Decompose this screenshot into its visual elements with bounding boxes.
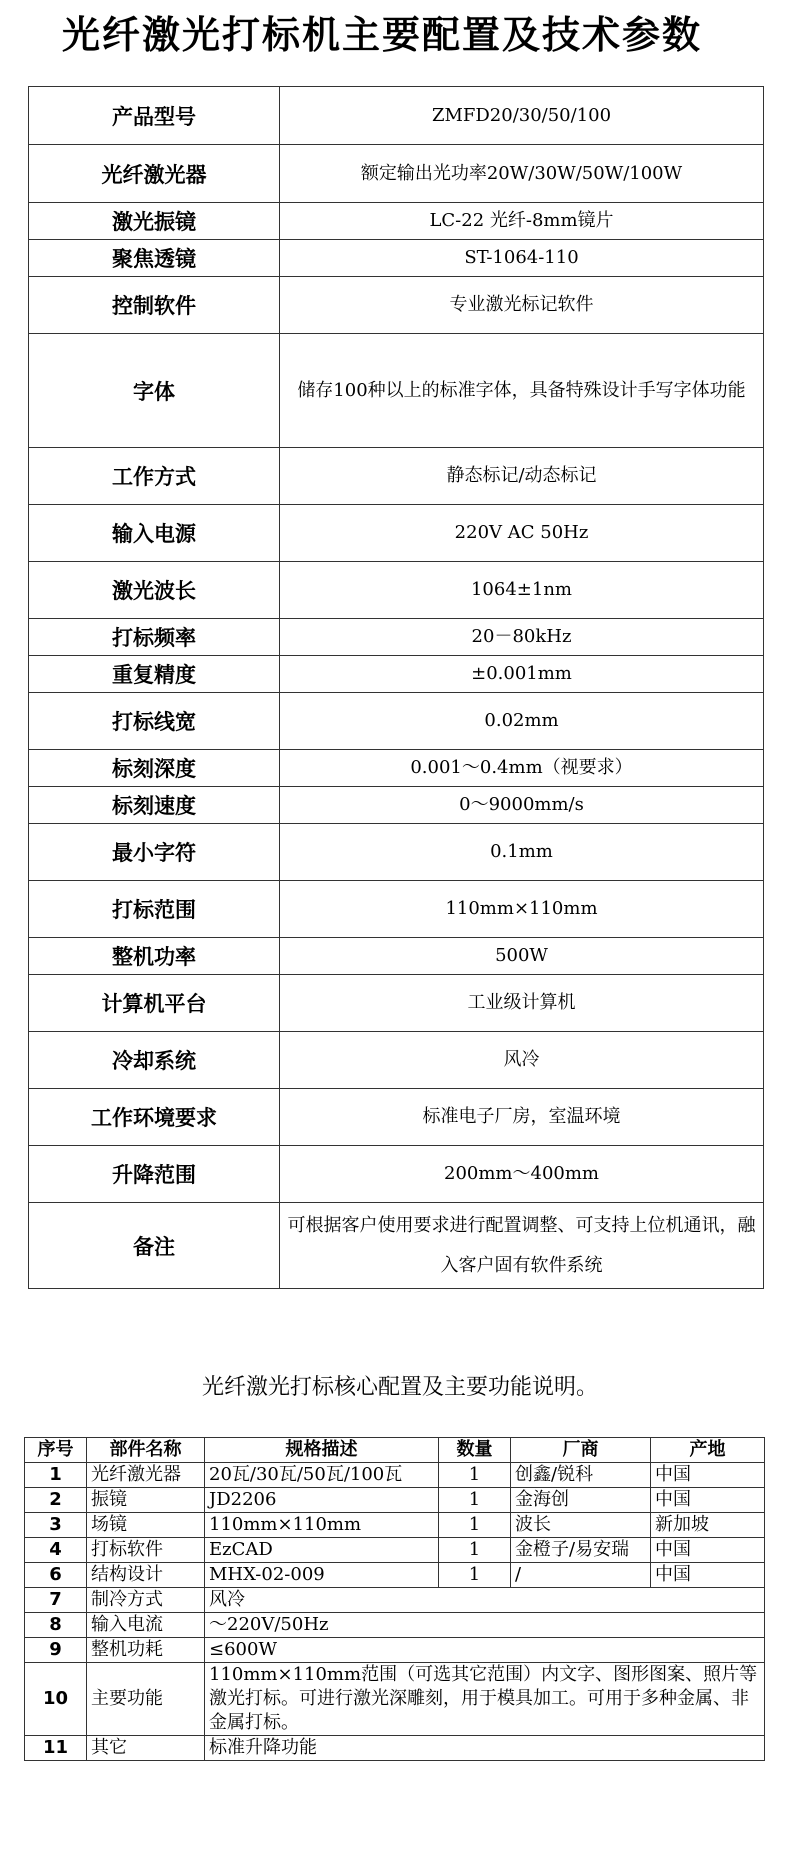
spec-value: 0～9000mm/s xyxy=(280,787,764,824)
spec-row xyxy=(29,562,764,619)
spec-label: 激光振镜 xyxy=(29,203,280,240)
table-row xyxy=(25,1463,765,1488)
spec-row xyxy=(29,277,764,334)
spec-label: 计算机平台 xyxy=(29,975,280,1032)
spec-label: 输入电源 xyxy=(29,505,280,562)
spec-value: 标准电子厂房，室温环境 xyxy=(280,1089,764,1146)
spec-value: 20－80kHz xyxy=(280,619,764,656)
spec-label: 标刻速度 xyxy=(29,787,280,824)
part-maker: / xyxy=(511,1563,651,1588)
part-maker: 创鑫/锐科 xyxy=(511,1463,651,1488)
spec-table xyxy=(28,86,764,1289)
part-quantity: 1 xyxy=(439,1513,511,1538)
part-spec: 20瓦/30瓦/50瓦/100瓦 xyxy=(205,1463,439,1488)
spec-value: LC-22 光纤-8mm镜片 xyxy=(280,203,764,240)
part-spec: 110mm×110mm范围（可选其它范围）内文字、图形图案、照片等激光打标。可进行激光深雕刻，用于模具加工。可用于多种金属、非金属打标。 xyxy=(205,1663,765,1736)
spec-value: 专业激光标记软件 xyxy=(280,277,764,334)
spec-value: 静态标记/动态标记 xyxy=(280,448,764,505)
spec-label: 光纤激光器 xyxy=(29,145,280,203)
spec-label: 整机功率 xyxy=(29,938,280,975)
row-number: 11 xyxy=(25,1736,87,1761)
part-name: 光纤激光器 xyxy=(87,1463,205,1488)
table-row xyxy=(25,1588,765,1613)
part-spec: ≤600W xyxy=(205,1638,765,1663)
row-number: 3 xyxy=(25,1513,87,1538)
row-number: 2 xyxy=(25,1488,87,1513)
spec-label: 工作环境要求 xyxy=(29,1089,280,1146)
column-header: 部件名称 xyxy=(87,1438,205,1463)
part-spec: 110mm×110mm xyxy=(205,1513,439,1538)
spec-row xyxy=(29,87,764,145)
spec-value: 0.001～0.4mm（视要求） xyxy=(280,750,764,787)
part-quantity: 1 xyxy=(439,1538,511,1563)
spec-row xyxy=(29,693,764,750)
core-config-table xyxy=(24,1437,765,1761)
spec-row xyxy=(29,1089,764,1146)
part-name: 结构设计 xyxy=(87,1563,205,1588)
spec-row xyxy=(29,787,764,824)
row-number: 7 xyxy=(25,1588,87,1613)
column-header: 产地 xyxy=(651,1438,765,1463)
part-origin: 中国 xyxy=(651,1538,765,1563)
part-name: 打标软件 xyxy=(87,1538,205,1563)
table-row xyxy=(25,1488,765,1513)
table-row xyxy=(25,1638,765,1663)
spec-row xyxy=(29,975,764,1032)
spec-label: 控制软件 xyxy=(29,277,280,334)
spec-value: ST-1064-110 xyxy=(280,240,764,277)
row-number: 6 xyxy=(25,1563,87,1588)
page-title: 光纤激光打标机主要配置及技术参数 xyxy=(62,13,703,57)
part-name: 振镜 xyxy=(87,1488,205,1513)
spec-value: 220V AC 50Hz xyxy=(280,505,764,562)
spec-row xyxy=(29,938,764,975)
spec-row xyxy=(29,203,764,240)
spec-value: 110mm×110mm xyxy=(280,881,764,938)
spec-label: 字体 xyxy=(29,334,280,448)
part-name: 主要功能 xyxy=(87,1663,205,1736)
table-row xyxy=(25,1538,765,1563)
spec-value: 1064±1nm xyxy=(280,562,764,619)
spec-label: 打标线宽 xyxy=(29,693,280,750)
part-quantity: 1 xyxy=(439,1563,511,1588)
row-number: 8 xyxy=(25,1613,87,1638)
row-number: 9 xyxy=(25,1638,87,1663)
table-row xyxy=(25,1563,765,1588)
spec-row xyxy=(29,824,764,881)
spec-row xyxy=(29,448,764,505)
spec-label: 升降范围 xyxy=(29,1146,280,1203)
column-header: 序号 xyxy=(25,1438,87,1463)
part-spec: MHX-02-009 xyxy=(205,1563,439,1588)
table-row xyxy=(25,1663,765,1736)
spec-value: 200mm～400mm xyxy=(280,1146,764,1203)
table-row xyxy=(25,1613,765,1638)
part-name: 制冷方式 xyxy=(87,1588,205,1613)
spec-value: 工业级计算机 xyxy=(280,975,764,1032)
spec-label: 冷却系统 xyxy=(29,1032,280,1089)
spec-value: 风冷 xyxy=(280,1032,764,1089)
part-name: 场镜 xyxy=(87,1513,205,1538)
part-name: 整机功耗 xyxy=(87,1638,205,1663)
part-origin: 中国 xyxy=(651,1488,765,1513)
section-subtitle: 光纤激光打标核心配置及主要功能说明。 xyxy=(201,1375,598,1400)
spec-row xyxy=(29,240,764,277)
part-origin: 中国 xyxy=(651,1463,765,1488)
spec-value: 储存100种以上的标准字体，具备特殊设计手写字体功能 xyxy=(280,334,764,448)
spec-row xyxy=(29,656,764,693)
spec-row xyxy=(29,1203,764,1289)
table-row xyxy=(25,1513,765,1538)
part-spec: JD2206 xyxy=(205,1488,439,1513)
part-quantity: 1 xyxy=(439,1463,511,1488)
part-maker: 金海创 xyxy=(511,1488,651,1513)
spec-value: 500W xyxy=(280,938,764,975)
row-number: 10 xyxy=(25,1663,87,1736)
part-origin: 中国 xyxy=(651,1563,765,1588)
part-name: 输入电流 xyxy=(87,1613,205,1638)
spec-row xyxy=(29,750,764,787)
spec-value: 额定输出光功率20W/30W/50W/100W xyxy=(280,145,764,203)
part-spec: 标准升降功能 xyxy=(205,1736,765,1761)
spec-row xyxy=(29,334,764,448)
spec-label: 产品型号 xyxy=(29,87,280,145)
spec-label: 工作方式 xyxy=(29,448,280,505)
column-header: 规格描述 xyxy=(205,1438,439,1463)
part-spec: EzCAD xyxy=(205,1538,439,1563)
spec-row xyxy=(29,1032,764,1089)
spec-label: 聚焦透镜 xyxy=(29,240,280,277)
spec-label: 最小字符 xyxy=(29,824,280,881)
spec-value: ZMFD20/30/50/100 xyxy=(280,87,764,145)
part-spec: ～220V/50Hz xyxy=(205,1613,765,1638)
spec-label: 备注 xyxy=(29,1203,280,1289)
spec-value: ±0.001mm xyxy=(280,656,764,693)
spec-label: 打标频率 xyxy=(29,619,280,656)
spec-row xyxy=(29,145,764,203)
table-row xyxy=(25,1736,765,1761)
spec-row xyxy=(29,505,764,562)
part-maker: 金橙子/易安瑞 xyxy=(511,1538,651,1563)
spec-row xyxy=(29,1146,764,1203)
spec-value: 可根据客户使用要求进行配置调整、可支持上位机通讯，融入客户固有软件系统 xyxy=(280,1203,764,1289)
spec-row xyxy=(29,881,764,938)
spec-value: 0.02mm xyxy=(280,693,764,750)
spec-label: 打标范围 xyxy=(29,881,280,938)
column-header: 厂商 xyxy=(511,1438,651,1463)
part-spec: 风冷 xyxy=(205,1588,765,1613)
column-header: 数量 xyxy=(439,1438,511,1463)
part-maker: 波长 xyxy=(511,1513,651,1538)
part-quantity: 1 xyxy=(439,1488,511,1513)
spec-label: 标刻深度 xyxy=(29,750,280,787)
spec-value: 0.1mm xyxy=(280,824,764,881)
row-number: 1 xyxy=(25,1463,87,1488)
spec-label: 激光波长 xyxy=(29,562,280,619)
spec-label: 重复精度 xyxy=(29,656,280,693)
part-origin: 新加坡 xyxy=(651,1513,765,1538)
spec-row xyxy=(29,619,764,656)
part-name: 其它 xyxy=(87,1736,205,1761)
row-number: 4 xyxy=(25,1538,87,1563)
